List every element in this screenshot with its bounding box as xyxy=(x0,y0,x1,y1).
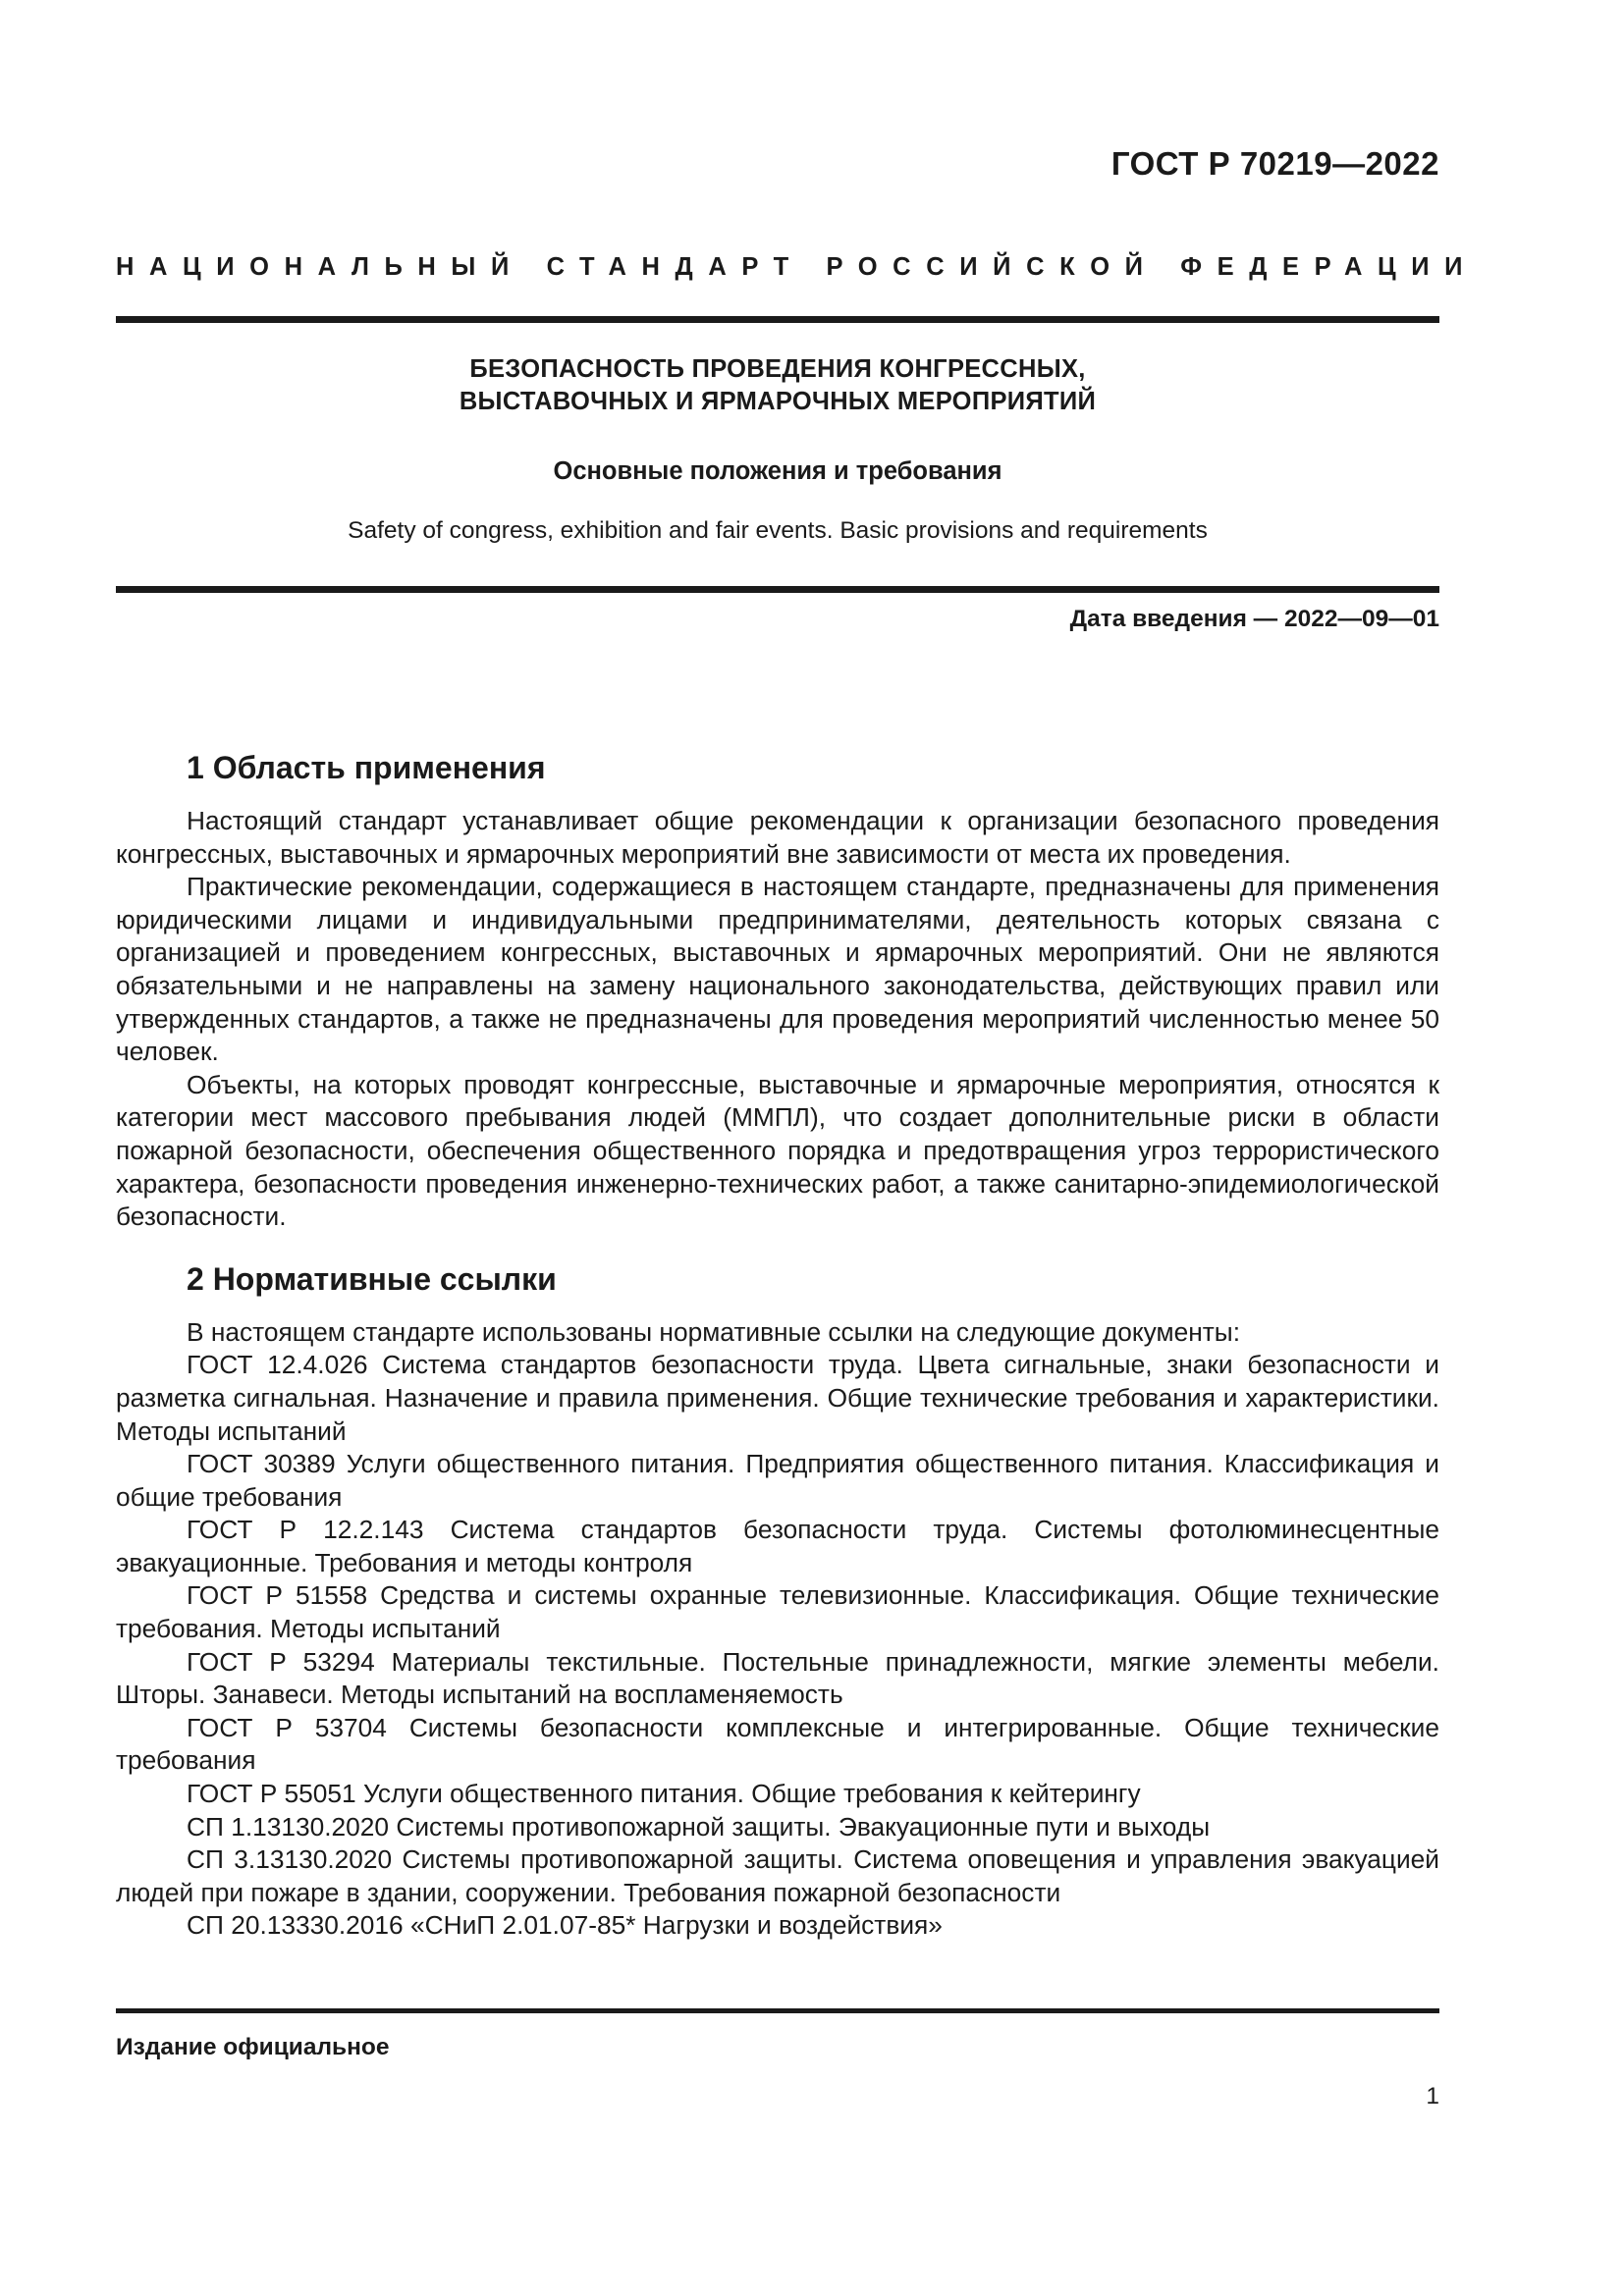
document-subtitle: Основные положения и требования xyxy=(553,457,1002,485)
page-number: 1 xyxy=(1426,2083,1439,2109)
standard-code: ГОСТ Р 70219—2022 xyxy=(1110,145,1439,182)
section-normative-references xyxy=(116,1257,1439,1943)
reference-item: ГОСТ Р 55051 Услуги общественного питания. Общие требования к кейтерингу xyxy=(187,1779,1141,1809)
title-line-2: ВЫСТАВОЧНЫХ И ЯРМАРОЧНЫХ МЕРОПРИЯТИЙ xyxy=(459,388,1097,415)
reference-item: СП 20.13330.2016 «СНиП 2.01.07-85* Нагрузки и воздействия» xyxy=(187,1910,943,1941)
reference-item: ГОСТ Р 53294 Материалы текстильные. Постельные принадлежности, мягкие элементы мебели. Шторы. Занавеси. Методы испытаний на воспламеняемость xyxy=(116,1646,1439,1710)
reference-item: СП 3.13130.2020 Системы противопожарной защиты. Система оповещения и управления эвакуацией людей при пожаре в здании, сооружении. Требования пожарной безопасности xyxy=(116,1844,1439,1907)
reference-item: ГОСТ 12.4.026 Система стандартов безопасности труда. Цвета сигнальные, знаки безопасности и разметка сигнальная. Назначение и правила применения. Общие технические требования и характеристики. Методы испытаний xyxy=(116,1350,1439,1446)
title-line-1: БЕЗОПАСНОСТЬ ПРОВЕДЕНИЯ КОНГРЕССНЫХ, xyxy=(469,355,1086,383)
paragraph: Практические рекомендации, содержащиеся в настоящем стандарте, предназначены для применения юридическими лицами и индивидуальными предпринимателями, деятельность которых связана с организацией и проведением конгрессных, выставочных и ярмарочных мероприятий. Они не являются обязательными и не направлены на замену национального законодательства, действующих правил или утвержденных стандартов, а также не предназначены для проведения мероприятий численностью менее 50 человек. xyxy=(116,872,1439,1067)
paragraph: Объекты, на которых проводят конгрессные, выставочные и ярмарочные мероприятия, относятся к категории мест массового пребывания людей (ММПЛ), что создает дополнительные риски в области пожарной безопасности, обеспечения общественного порядка и предотвращения угроз террористического характера, безопасности проведения инженерно-технических работ, а также санитарно-эпидемиологической безопасности. xyxy=(116,1069,1439,1232)
reference-item: СП 1.13130.2020 Системы противопожарной защиты. Эвакуационные пути и выходы xyxy=(187,1811,1211,1842)
title-rule xyxy=(116,586,1439,593)
document-body xyxy=(116,746,1439,1943)
document-title xyxy=(116,353,1439,418)
section-heading: 1 Область применения xyxy=(187,750,546,785)
top-rule xyxy=(116,316,1439,323)
edition-label: Издание официальное xyxy=(116,2034,390,2060)
reference-item: ГОСТ Р 51558 Средства и системы охранные телевизионные. Классификация. Общие технические требования. Методы испытаний xyxy=(116,1580,1439,1644)
english-title: Safety of congress, exhibition and fair events. Basic provisions and requirements xyxy=(348,517,1208,544)
reference-item: ГОСТ Р 53704 Системы безопасности комплексные и интегрированные. Общие технические требования xyxy=(116,1712,1439,1776)
paragraph: В настоящем стандарте использованы нормативные ссылки на следующие документы: xyxy=(187,1316,1240,1347)
section-heading: 2 Нормативные ссылки xyxy=(187,1260,557,1297)
reference-item: ГОСТ 30389 Услуги общественного питания. Предприятия общественного питания. Классификация и общие требования xyxy=(116,1449,1439,1512)
footer-rule xyxy=(116,2008,1439,2013)
introduction-date: Дата введения — 2022—09—01 xyxy=(1069,606,1439,632)
reference-item: ГОСТ Р 12.2.143 Система стандартов безопасности труда. Системы фотолюминесцентные эвакуационные. Требования и методы контроля xyxy=(116,1515,1439,1577)
section-scope xyxy=(116,746,1439,1234)
national-standard-banner: НАЦИОНАЛЬНЫЙ СТАНДАРТ РОССИЙСКОЙ ФЕДЕРАЦИИ xyxy=(116,253,1479,281)
paragraph: Настоящий стандарт устанавливает общие рекомендации к организации безопасного проведения конгрессных, выставочных и ярмарочных мероприятий вне зависимости от места их проведения. xyxy=(116,806,1439,869)
